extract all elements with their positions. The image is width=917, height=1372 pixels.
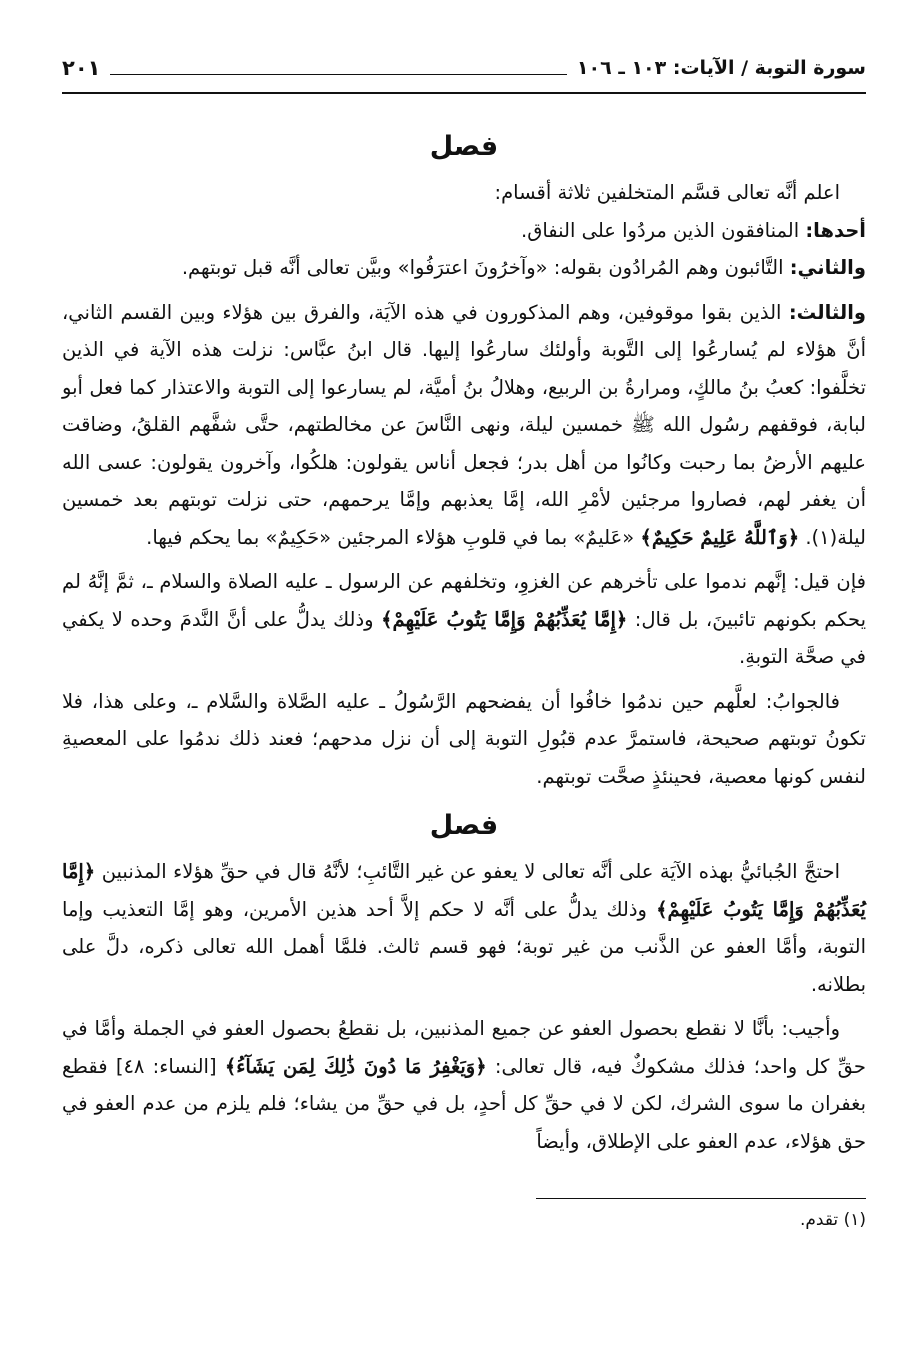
jubbai-paragraph bbox=[62, 853, 866, 1003]
jubbai-text-b: وذلك يدلُّ على أنَّه لا حكم إلاَّ أحد هذين الأمرين، وهو إمَّا التعذيب وإما التوبة، وأمَّا العفو عن الذَّنب من غير توبة؛ فهو قسم ثالث. فلمَّا أهمل الله تعالى ذكره، دلَّ على بطلانه. bbox=[62, 897, 866, 996]
section-heading-2: فصل bbox=[429, 810, 499, 841]
answer-paragraph bbox=[62, 683, 866, 796]
jubbai-text-a: احتجَّ الجُبائيُّ بهذه الآيَة على أنَّه تعالى لا يعفو عن غير التَّائبِ؛ لأنَّهُ قال في حقِّ هؤلاء المذنبين bbox=[95, 860, 840, 883]
first-category-lead: أحدها: bbox=[805, 218, 866, 242]
header-rule bbox=[110, 74, 566, 75]
running-header bbox=[62, 48, 866, 94]
intro-text: اعلم أنَّه تعالى قسَّم المتخلفين ثلاثة أقسام: bbox=[494, 181, 840, 204]
answer-text: فالجوابُ: لعلَّهم حين ندمُوا خافُوا أن يفضحهم الرَّسُولُ ـ عليه الصَّلاة والسَّلام ـ، وعلى هذا، فلا تكونُ توبتهم صحيحة، فاستمرَّ عدم قبُولِ التوبة إلى أن نزل مدحهم؛ فعند ذلك ندمُوا على المعصيةِ لنفس كونها معصية، فحينئذٍ صحَّت توبتهم. bbox=[62, 689, 866, 788]
sura-title: سورة التوبة / الآيات: ١٠٣ ـ ١٠٦ bbox=[576, 57, 866, 79]
quran-verse: ﴿وَيَغْفِرُ مَا دُونَ ذَٰلِكَ لِمَن يَشَآءُ﴾ bbox=[224, 1054, 487, 1078]
second-category-paragraph bbox=[62, 249, 866, 287]
second-category-lead: والثاني: bbox=[789, 256, 866, 279]
response-text-b: [النساء: ٤٨] فقطع بغفران ما سوى الشرك، لكن لا في حقِّ كل أحدٍ، بل في حقِّ من يشاء؛ فلم يلزم من عدم العفو في حق هؤلاء، عدم العفو على الإطلاق، وأيضاً bbox=[62, 1054, 866, 1153]
second-category-text: التَّائبون وهم المُرادُون بقوله: «وآخرُونَ اعترَفُوا» وبيَّن تعالى أنَّه قبل توبتهم. bbox=[181, 256, 790, 279]
quran-verse: ﴿إِمَّا يُعَذِّبُهُمْ وَإِمَّا يَتُوبُ عَلَيْهِمْ﴾ bbox=[381, 607, 628, 631]
intro-paragraph bbox=[62, 174, 866, 212]
response-paragraph bbox=[62, 1010, 866, 1160]
objection-text-a: فإن قيل: إنَّهم ندموا على تأخرهم عن الغزوِ، وتخلفهم عن الرسول ـ عليه الصلاة والسلام ـ، ثمَّ إنَّهُ لم يحكم بكونهم تائبينَ، بل قال: bbox=[62, 570, 866, 631]
third-category-text-a: الذين بقوا موقوفين، وهم المذكورون في هذه الآيَة، والفرق بين هؤلاء وبين القسم الثاني، أنَّ هؤلاء لم يُسارعُوا إلى التَّوبة وأولئك سارعُوا إليها. قال ابنُ عبَّاس: نزلت هذه الآية في الذين تخلَّفوا: كعبُ بنُ مالكٍ، ومرارةُ بن الربيع، وهلالُ بنُ أميَّة، لم يسارعوا إلى التوبة والاعتذار كما فعل أبو لبابة، فوقفهم رسُول الله ﷺ خمسين ليلة، ونهى النَّاسَ عن مخالطتهم، حتَّى شفَّهم القلقُ، وضاقت عليهم الأرضُ بما رحبت وكانُوا من أهل بدر؛ فجعل أناس يقولون: هلكُوا، وآخرون يقولون: عسى الله أن يغفر لهم، فصاروا مرجئين لأمْرِ الله، إمَّا يعذبهم وإمَّا يرحمهم، حتى نزلت توبتهم بعد خمسين ليلة(١). bbox=[62, 300, 866, 549]
objection-paragraph bbox=[62, 563, 866, 676]
first-category-text: المنافقون الذين مردُوا على النفاق. bbox=[521, 218, 806, 242]
response-text-a: وأجيب: بأنَّا لا نقطع بحصول العفو عن جميع المذنبين، بل نقطعُ بحصول العفو في الجملة وأمَّا في حقِّ كل واحد؛ فذلك مشكوكٌ فيه، قال تعالى: bbox=[62, 1017, 866, 1078]
footnote-divider bbox=[536, 1198, 866, 1199]
third-category-text-b: «عَليمٌ» بما في قلوبِ هؤلاء المرجئين «حَكِيمٌ» بما يحكم فيها. bbox=[146, 525, 641, 549]
page-number: ٢٠١ bbox=[62, 56, 101, 80]
quran-verse: ﴿وَٱللَّهُ عَلِيمٌ حَكِيمٌ﴾ bbox=[640, 525, 800, 549]
objection-text-b: وذلك يدلُّ على أنَّ النَّدمَ وحده لا يكفي في صحَّة التوبةِ. bbox=[62, 607, 866, 668]
third-category-lead: والثالث: bbox=[788, 300, 866, 324]
quran-verse: ﴿إِمَّا يُعَذِّبُهُمْ وَإِمَّا يَتُوبُ عَلَيْهِمْ﴾ bbox=[62, 860, 866, 921]
page bbox=[62, 48, 866, 1235]
section-heading-1: فصل bbox=[429, 131, 499, 162]
footnote: (١) تقدم. bbox=[799, 1210, 866, 1230]
first-category-paragraph bbox=[62, 212, 866, 250]
third-category-paragraph bbox=[62, 294, 866, 557]
